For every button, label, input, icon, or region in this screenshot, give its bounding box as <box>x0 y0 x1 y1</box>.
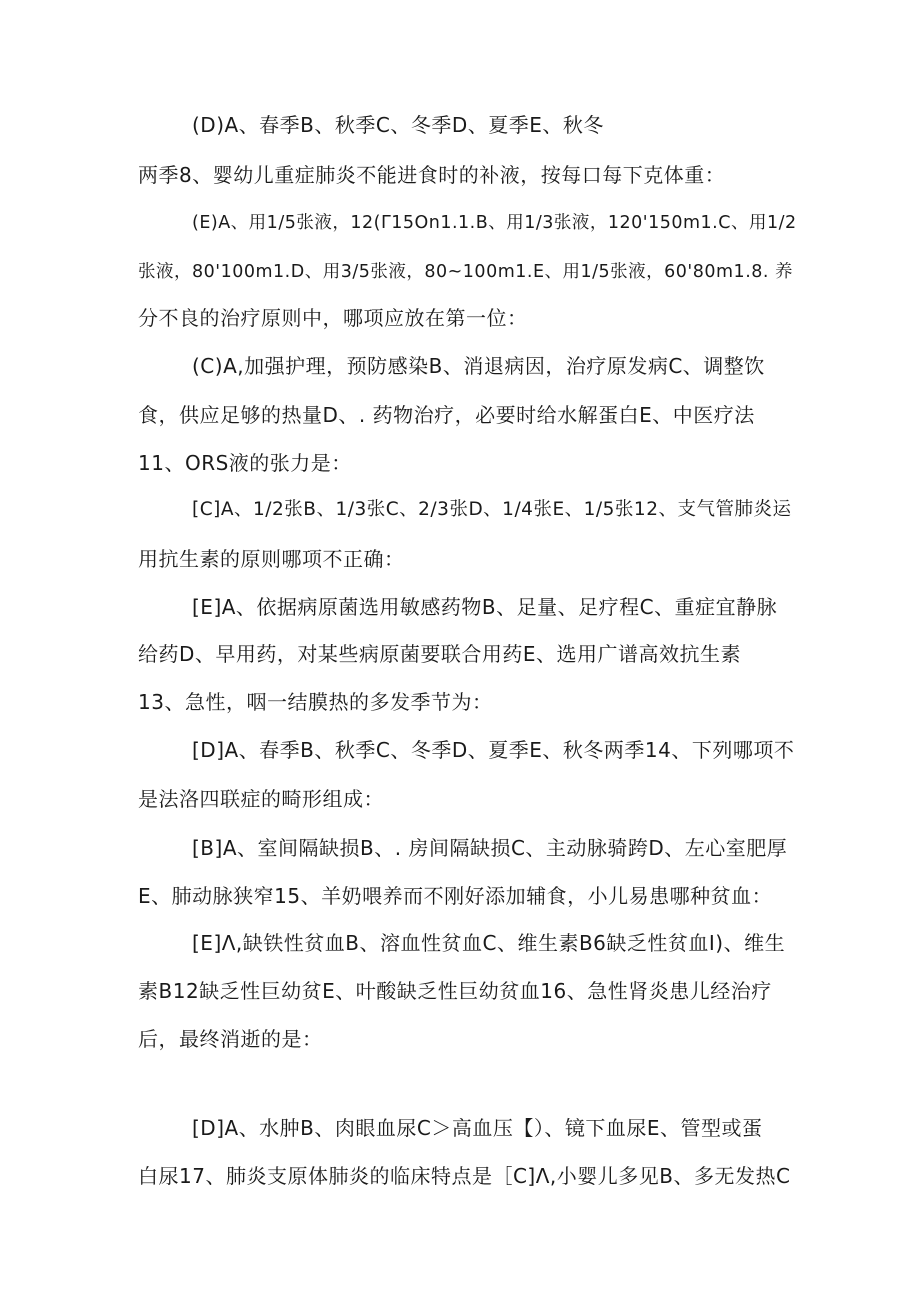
text-line: (C)A,加强护理，预防感染B、消退病因，治疗原发病C、调整饮 <box>192 354 765 378</box>
text-line: (D)A、春季B、秋季C、冬季D、夏季E、秋冬 <box>192 113 604 137</box>
text-line: 是法洛四联症的畸形组成： <box>138 787 384 811</box>
text-line: 两季8、婴幼儿重症肺炎不能进食时的补液，按每口每下克体重： <box>138 163 726 187</box>
text-line: 食，供应足够的热量D、. 药物治疗，必要时给水解蛋白E、中医疗法 <box>138 403 755 427</box>
text-line: [C]A、1/2张B、1/3张C、2/3张D、1/4张E、1/5张12、支气管肺炎运 <box>192 499 792 520</box>
text-line: [D]A、春季B、秋季C、冬季D、夏季E、秋冬两季14、下列哪项不 <box>192 738 795 762</box>
text-line: [D]A、水肿B、肉眼血尿C＞高血压【）、镜下血尿E、管型或蛋 <box>192 1116 763 1140</box>
text-line: (E)A、用1/5张液，12(Γ15On1.1.B、用1/3张液，120'150m1.C、用1/2 <box>192 213 797 233</box>
text-line: 13、急性，咽一结膜热的多发季节为： <box>138 690 493 714</box>
text-line: [E]Λ,缺铁性贫血B、溶血性贫血C、维生素B6缺乏性贫血I)、维生 <box>192 931 786 955</box>
text-line: 素B12缺乏性巨幼贫E、叶酸缺乏性巨幼贫血16、急性肾炎患儿经治疗 <box>138 979 772 1003</box>
text-line: [E]A、依据病原菌选用敏感药物B、足量、足疗程C、重症宜静脉 <box>192 595 778 619</box>
text-line: E、肺动脉狭窄15、羊奶喂养而不刚好添加辅食，小儿易患哪种贫血： <box>138 884 773 908</box>
text-line: [B]A、室间隔缺损B、. 房间隔缺损C、主动脉骑跨D、左心室肥厚 <box>192 836 788 860</box>
text-line: 分不良的治疗原则中，哪项应放在第一位： <box>138 306 528 330</box>
text-line: 11、ORS液的张力是： <box>138 451 352 475</box>
text-line: 用抗生素的原则哪项不正确： <box>138 547 405 571</box>
text-line: 张液，80'100m1.D、用3/5张液，80~100m1.E、用1/5张液，60'80m1.8. 养 <box>138 262 794 282</box>
text-line: 给药D、早用药，对某些病原菌要联合用药E、选用广谱高效抗生素 <box>138 642 742 666</box>
text-line: 后，最终消逝的是： <box>138 1027 323 1051</box>
text-line: 白尿17、肺炎支原体肺炎的临床特点是［C]Λ,小婴儿多见B、多无发热C <box>138 1164 791 1188</box>
